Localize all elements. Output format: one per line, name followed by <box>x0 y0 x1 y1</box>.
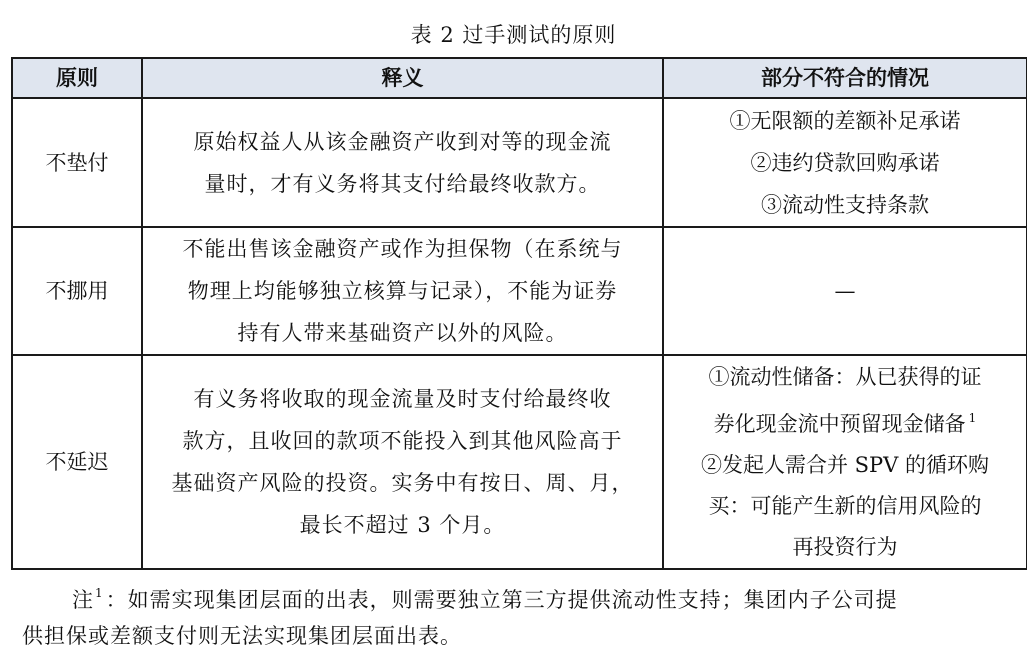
footnote-text-2: 供担保或差额支付则无法实现集团层面出表。 <box>22 624 462 648</box>
explanation-line: 基础资产风险的投资。实务中有按日、周、月， <box>171 471 634 495</box>
header-exceptions: 部分不符合的情况 <box>663 58 1027 98</box>
principle-cell: 不垫付 <box>12 98 142 227</box>
exceptions-cell <box>663 98 1027 227</box>
explanation-cell <box>142 355 663 569</box>
footnote-text-1: ：如需实现集团层面的出表，则需要独立第三方提供流动性支持；集团内子公司提 <box>105 588 898 612</box>
explanation-cell <box>142 98 663 227</box>
exception-line <box>664 398 1026 445</box>
exception-line-text: 券化现金流中预留现金储备 <box>713 411 966 436</box>
table-row <box>12 355 1027 569</box>
exception-line: ②发起人需合并 SPV 的循环购 <box>700 452 990 477</box>
footnote-line-1 <box>22 575 1012 618</box>
table-row <box>12 227 1027 355</box>
exception-line: ①无限额的差额补足承诺 <box>729 108 961 133</box>
exceptions-cell <box>663 227 1027 355</box>
principle-cell: 不延迟 <box>12 355 142 569</box>
exception-line: 再投资行为 <box>792 534 898 559</box>
explanation-line: 不能出售该金融资产或作为担保物（在系统与 <box>182 237 623 261</box>
footnote-marker: 1 <box>95 586 104 600</box>
principles-table <box>11 57 1027 570</box>
footnote-prefix: 注 <box>72 588 94 612</box>
explanation-line: 量时，才有义务将其支付给最终收款方。 <box>204 171 601 196</box>
header-principle: 原则 <box>12 58 142 98</box>
table-caption: 表 2 过手测试的原则 <box>410 23 617 47</box>
exception-line: ①流动性储备：从已获得的证 <box>708 364 982 389</box>
exception-line: ②违约贷款回购承诺 <box>750 150 940 175</box>
explanation-line: 有义务将收取的现金流量及时支付给最终收 <box>193 387 612 411</box>
explanation-line: 最长不超过 3 个月。 <box>299 513 506 537</box>
exception-line: 买：可能产生新的信用风险的 <box>708 493 982 518</box>
table-row <box>12 98 1027 227</box>
footnote <box>22 575 1012 654</box>
header-explanation: 释义 <box>142 58 663 98</box>
explanation-line: 款方，且收回的款项不能投入到其他风险高于 <box>182 429 623 453</box>
principle-cell: 不挪用 <box>12 227 142 355</box>
explanation-line: 原始权益人从该金融资产收到对等的现金流 <box>193 129 612 154</box>
header-row <box>12 58 1027 98</box>
exception-dash: — <box>834 279 856 303</box>
explanation-cell <box>142 227 663 355</box>
explanation-line: 持有人带来基础资产以外的风险。 <box>237 321 568 345</box>
explanation-line: 物理上均能够独立核算与记录），不能为证券 <box>187 279 618 303</box>
exceptions-cell <box>663 355 1027 569</box>
exception-line: ③流动性支持条款 <box>761 192 929 217</box>
footnote-marker: 1 <box>968 410 977 425</box>
